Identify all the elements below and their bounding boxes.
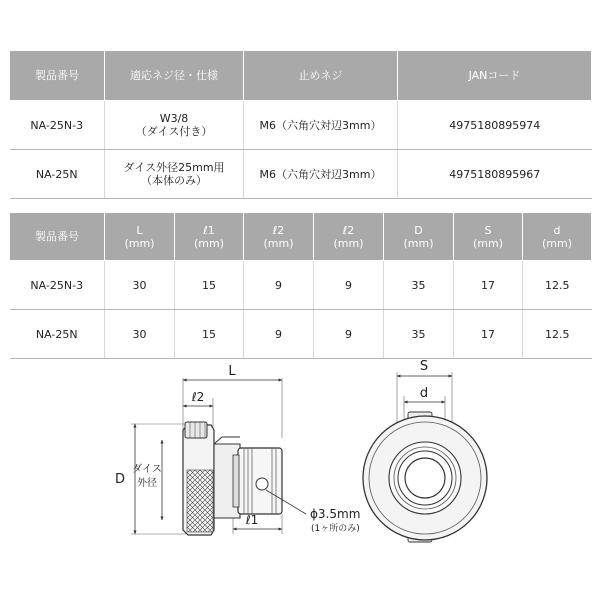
cell-d-inner: 12.5: [523, 261, 592, 310]
cell-product-number: NA-25N-3: [10, 101, 105, 150]
table-row: [10, 101, 592, 150]
cell-l: 30: [105, 310, 175, 359]
bore-inner: [405, 458, 445, 498]
label-l2: ℓ2: [191, 390, 205, 404]
side-view: [115, 364, 360, 535]
hole-3-5mm: [256, 478, 268, 490]
header-product-number: 製品番号: [10, 51, 105, 101]
label-d: D: [114, 472, 126, 487]
cell-product-number: NA-25N-3: [10, 261, 105, 310]
table-row: [10, 150, 592, 199]
header-l2: ℓ2 (mm): [244, 213, 314, 261]
header-l2-second: ℓ2 (mm): [314, 213, 384, 261]
table-header-row: [10, 213, 592, 261]
header-thread-spec: 適応ネジ径・仕様: [105, 51, 244, 101]
label-dies-line1: ダイス: [132, 464, 162, 475]
header-set-screw: 止めネジ: [244, 51, 398, 101]
cell-s: 17: [454, 310, 523, 359]
front-view: [363, 360, 487, 542]
cell-l: 30: [105, 261, 175, 310]
table-row: [10, 310, 592, 359]
spec-table-thread: [9, 50, 592, 199]
cell-thread-spec: W3/8 （ダイス付き）: [105, 101, 244, 150]
header-jan-code: JANコード: [398, 51, 592, 101]
cell-jan-code: 4975180895967: [398, 150, 592, 199]
label-l: L: [228, 364, 236, 379]
technical-drawing: [0, 360, 600, 600]
cell-l2-second: 9: [314, 261, 384, 310]
header-d-outer: D (mm): [384, 213, 454, 261]
cell-product-number: NA-25N: [10, 150, 105, 199]
cell-d-outer: 35: [384, 310, 454, 359]
table-header-row: [10, 51, 592, 101]
label-l1: ℓ1: [245, 513, 259, 527]
cell-set-screw: M6（六角穴対辺3mm）: [244, 150, 398, 199]
set-screw: [185, 422, 207, 438]
label-s: S: [419, 360, 429, 374]
header-d-inner: d (mm): [523, 213, 592, 261]
label-hole-note: (1ヶ所のみ): [311, 524, 360, 534]
cell-set-screw: M6（六角穴対辺3mm）: [244, 101, 398, 150]
label-dies-line2: 外径: [137, 478, 157, 489]
cell-l2: 9: [244, 261, 314, 310]
cell-jan-code: 4975180895974: [398, 101, 592, 150]
table-row: [10, 261, 592, 310]
header-s: S (mm): [454, 213, 523, 261]
spec-table-dimensions: [9, 212, 592, 359]
cell-d-outer: 35: [384, 261, 454, 310]
header-l1: ℓ1 (mm): [175, 213, 244, 261]
cell-s: 17: [454, 261, 523, 310]
cell-l2: 9: [244, 310, 314, 359]
header-product-number: 製品番号: [10, 213, 105, 261]
knurl-pattern: [187, 470, 213, 532]
cell-l1: 15: [175, 310, 244, 359]
cell-d-inner: 12.5: [523, 310, 592, 359]
cell-product-number: NA-25N: [10, 310, 105, 359]
header-l: L (mm): [105, 213, 175, 261]
label-hole-diameter: ϕ3.5mm: [310, 507, 361, 521]
cell-l1: 15: [175, 261, 244, 310]
cell-l2-second: 9: [314, 310, 384, 359]
cell-thread-spec: ダイス外径25mm用 （本体のみ）: [105, 150, 244, 199]
label-d-inner: d: [419, 386, 429, 401]
